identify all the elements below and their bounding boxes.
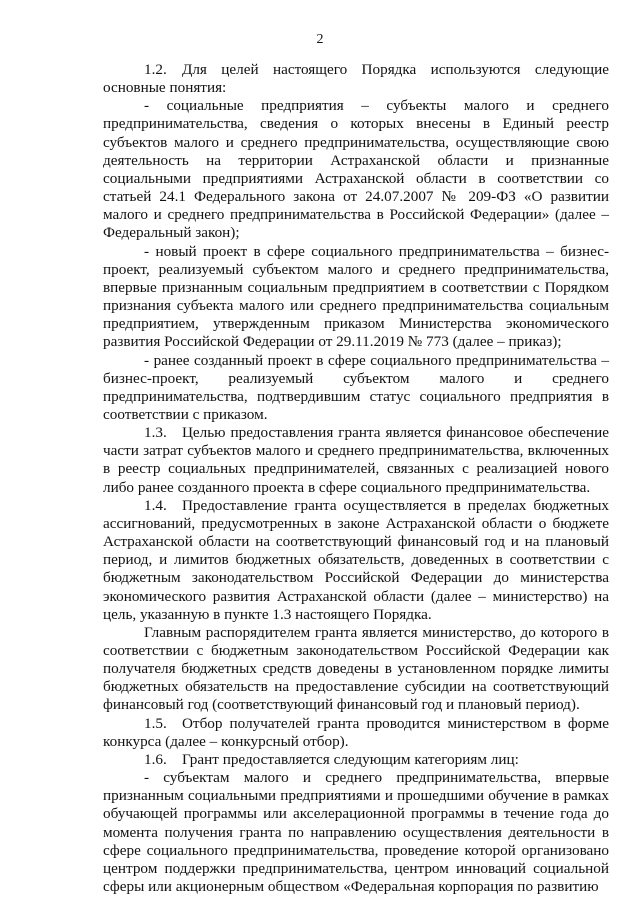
paragraph-1-6: 1.6. Грант предоставляется следующим категориям лиц: [144, 750, 519, 768]
definition-new-project: - новый проект в сфере социального предпринимательства – бизнес-проект, реализуемый субъектом малого и среднего предпринимательства, впервые признанным социальным предприятием в соответствии с Порядком признания субъекта малого или среднего предпринимательства социальным предприятием, утвержденным приказом Министерства экономического развития Российской Федерации от 29.11.2019 № 773 (далее – приказ); [103, 242, 609, 351]
paragraph-1-5: 1.5. Отбор получателей гранта проводится министерством в форме конкурса (далее – конкурсный отбор). [103, 714, 609, 750]
paragraph-1-4: 1.4. Предоставление гранта осуществляется в пределах бюджетных ассигнований, предусмотренных в законе Астраханской области о бюджете Астраханской области на соответствующий финансовый год и на плановый период, и лимитов бюджетных обязательств, доведенных в соответствии с бюджетным законодательством Российской Федерации до министерства экономического развития Астраханской области (далее – министерство) на цель, указанную в пункте 1.3 настоящего Порядка. [103, 496, 609, 623]
definition-social-enterprises: - социальные предприятия – субъекты малого и среднего предпринимательства, сведения о которых внесены в Единый реестр субъектов малого и среднего предпринимательства, осуществляющие свою деятельность на территории Астраханской области и признанные социальными предприятиями Астраханской области в соответствии со статьей 24.1 Федерального закона от 24.07.2007 № 209-ФЗ «О развитии малого и среднего предпринимательства в Российской Федерации» (далее – Федеральный закон); [103, 97, 609, 242]
document-body [103, 61, 609, 896]
page-number: 2 [316, 32, 324, 47]
category-social-enterprises: - субъектам малого и среднего предпринимательства, впервые признанным социальными предприятиями и прошедшими обучение в рамках обучающей программы или акселерационной программы в течение года до момента получения гранта по направлению осуществления деятельности в сфере социального предпринимательства, проведение которой организовано центром поддержки предпринимательства, центром инноваций социальной сферы или акционерным обществом «Федеральная корпорация по развитию [103, 769, 609, 896]
paragraph-1-2: 1.2. Для целей настоящего Порядка используются следующие основные понятия: [103, 61, 609, 97]
definition-existing-project: - ранее созданный проект в сфере социального предпринимательства – бизнес-проект, реализуемый субъектом малого и среднего предпринимательства, подтвердившим статус социального предприятия в соответствии с приказом. [103, 351, 609, 423]
paragraph-1-3: 1.3. Целью предоставления гранта является финансовое обеспечение части затрат субъектов малого и среднего предпринимательства, включенных в реестр социальных предпринимателей, связанных с реализацией нового либо ранее созданного проекта в сфере социального предпринимательства. [103, 424, 609, 496]
paragraph-main-administrator: Главным распорядителем гранта является министерство, до которого в соответствии с бюджетным законодательством Российской Федерации как получателя бюджетных средств доведены в установленном порядке лимиты бюджетных обязательств на предоставление субсидии на соответствующий финансовый год (соответствующий финансовый год и плановый период). [103, 623, 609, 714]
